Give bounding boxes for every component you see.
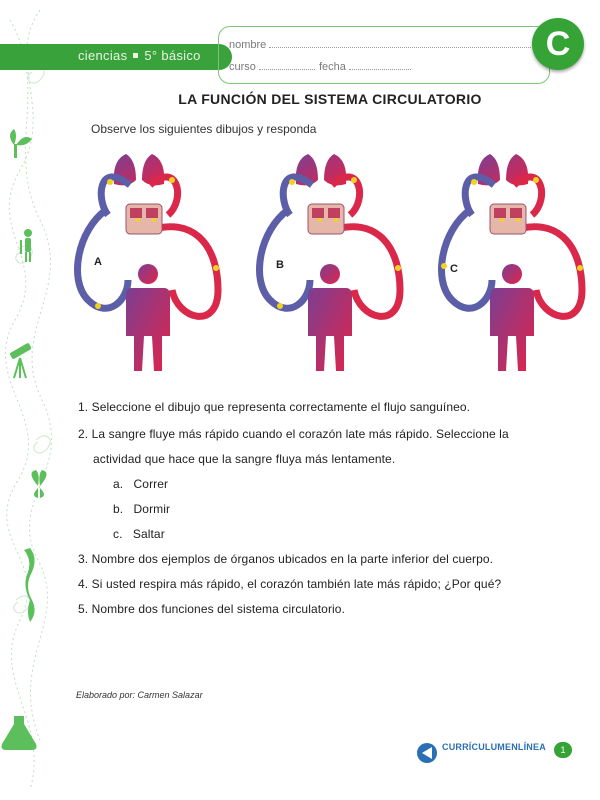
date-label: fecha — [319, 61, 346, 73]
section-badge: C — [532, 18, 584, 70]
name-label: nombre — [229, 39, 267, 51]
option-b[interactable] — [113, 502, 170, 516]
option-letter: c. — [113, 527, 123, 541]
student-info-box — [218, 26, 550, 84]
telescope-icon — [9, 343, 32, 378]
butterfly-icon — [31, 470, 46, 498]
option-text: Saltar — [132, 527, 165, 541]
flask-icon — [2, 716, 37, 750]
option-a[interactable] — [113, 477, 168, 491]
diagram-label: C — [450, 263, 458, 275]
option-text: Dormir — [133, 502, 171, 516]
date-line — [349, 61, 411, 70]
body-figure-icon — [490, 264, 534, 371]
option-letter: b. — [113, 502, 124, 516]
subject-name: ciencias — [78, 48, 128, 63]
body-figure-icon — [126, 264, 170, 371]
heart-icon — [308, 204, 344, 234]
question-4: 4. Si usted respira más rápido, el corazón también late más rápido; ¿Por qué? — [78, 577, 502, 591]
course-line — [259, 61, 315, 70]
name-field[interactable] — [229, 39, 531, 51]
plant-icon — [10, 129, 32, 158]
option-c[interactable] — [113, 527, 165, 541]
separator-dot — [133, 53, 138, 58]
option-text: Correr — [133, 477, 169, 491]
date-field[interactable] — [319, 61, 411, 73]
author-credit: Elaborado por: Carmen Salazar — [76, 690, 203, 700]
diagram-label: A — [94, 256, 102, 268]
course-label: curso — [229, 61, 256, 73]
circulation-diagram-a — [68, 140, 258, 375]
circulation-diagram-b — [250, 140, 440, 375]
question-2-line-2: actividad que hace que la sangre fluya más lentamente. — [93, 452, 396, 466]
heart-icon — [490, 204, 526, 234]
page-title: LA FUNCIÓN DEL SISTEMA CIRCULATORIO — [178, 91, 482, 107]
page-number: 1 — [554, 742, 572, 758]
question-2-line-1: 2. La sangre fluye más rápido cuando el corazón late más rápido. Seleccione la — [78, 427, 509, 441]
heart-icon — [126, 204, 162, 234]
question-3: 3. Nombre dos ejemplos de órganos ubicados en la parte inferior del cuerpo. — [78, 552, 494, 566]
option-letter: a. — [113, 477, 124, 491]
question-5: 5. Nombre dos funciones del sistema circulatorio. — [78, 602, 346, 616]
subject-label — [78, 48, 201, 63]
brand-logo-icon — [416, 742, 438, 764]
grade-label: 5° básico — [144, 48, 201, 63]
question-1: 1. Seleccione el dibujo que representa correctamente el flujo sanguíneo. — [78, 400, 471, 414]
body-figure-icon — [308, 264, 352, 371]
decorative-border — [0, 0, 62, 800]
instruction-text: Observe los siguientes dibujos y responda — [91, 122, 317, 136]
circulation-diagram-c — [432, 140, 600, 375]
course-field[interactable] — [229, 61, 315, 73]
diagram-label: B — [276, 259, 284, 271]
brand-name: CURRÍCULUMENLÍNEA — [442, 742, 546, 752]
name-line — [269, 39, 531, 48]
